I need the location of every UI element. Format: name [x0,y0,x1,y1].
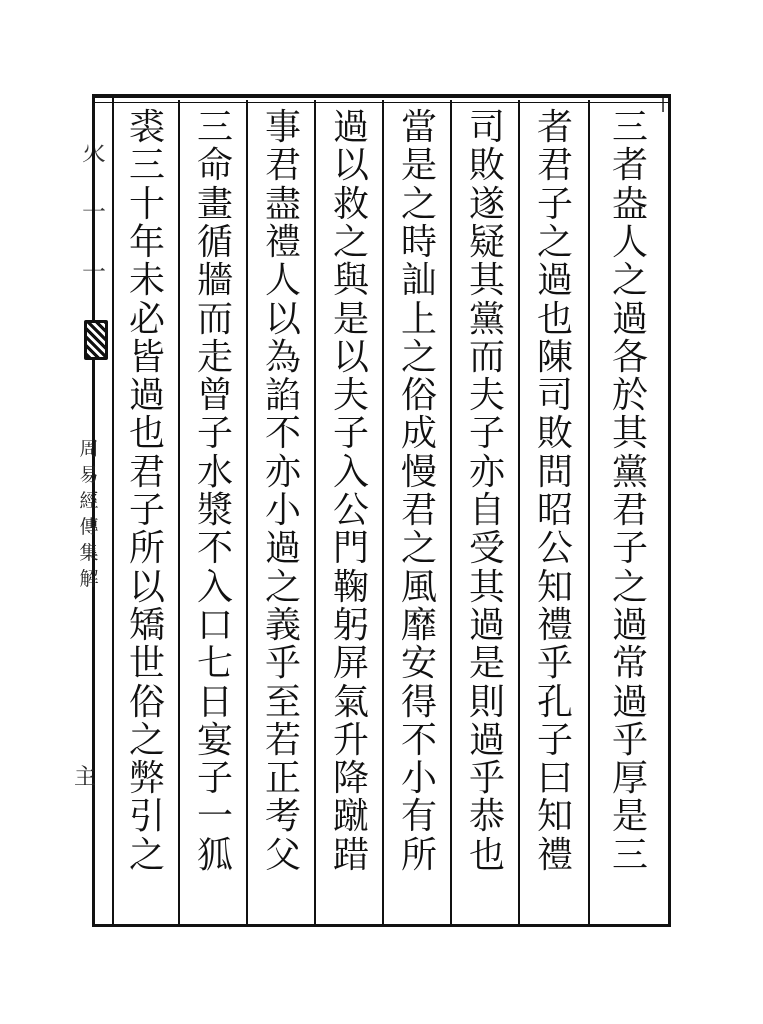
text-char: 之 [536,221,573,263]
text-char: 黨 [611,451,648,493]
text-char: 走 [196,336,233,378]
corner-mark-icon: | [660,92,667,113]
text-column-5 [322,107,380,920]
text-char: 也 [128,413,165,455]
column-rule [314,100,316,927]
text-char: 昭 [536,490,573,531]
margin-title-char: 易 [79,464,99,486]
margin-title-char: 周 [79,438,99,460]
text-column-3 [458,107,516,920]
right-outer-rule [668,94,671,927]
text-char: 之 [332,221,369,263]
text-char: 曰 [536,758,573,800]
text-char: 子 [128,490,165,531]
text-char: 與 [332,260,369,302]
text-char: 之 [400,336,437,378]
text-char: 鞠 [332,566,369,608]
text-char: 之 [400,183,437,225]
text-char: 以 [332,145,369,187]
text-char: 疑 [468,221,505,263]
text-char: 不 [264,413,301,455]
text-char: 以 [264,298,301,340]
text-char: 子 [196,413,233,455]
text-column-4 [390,107,448,920]
text-char: 過 [536,260,573,302]
text-char: 入 [332,451,369,493]
text-char: 曾 [196,375,233,417]
text-char: 其 [468,566,505,608]
text-char: 救 [332,183,369,225]
text-char: 得 [400,681,437,723]
text-char: 人 [611,221,648,263]
text-char: 君 [128,451,165,493]
text-char: 黨 [468,298,505,340]
text-char: 循 [196,221,233,263]
margin-title-char: 經 [79,490,99,512]
text-char: 是 [468,643,505,685]
text-char: 升 [332,719,369,761]
text-char: 成 [400,413,437,455]
text-char: 年 [128,221,165,263]
text-char: 子 [468,413,505,455]
text-char: 世 [128,643,165,685]
text-char: 小 [264,490,301,531]
text-char: 狐 [196,834,233,876]
text-column-7 [186,107,244,920]
column-rule [246,100,248,927]
text-char: 禮 [536,834,573,876]
text-char: 則 [468,681,505,723]
text-char: 君 [400,490,437,531]
text-char: 恭 [468,796,505,838]
text-char: 父 [264,834,301,876]
text-char: 漿 [196,490,233,531]
text-char: 其 [468,260,505,302]
text-char: 者 [536,107,573,148]
text-char: 夫 [468,375,505,417]
text-char: 敗 [536,413,573,455]
text-char: 過 [468,719,505,761]
text-char: 所 [400,834,437,876]
text-char: 之 [400,528,437,570]
text-char: 蹴 [332,796,369,838]
text-char: 俗 [400,375,437,417]
text-char: 考 [264,796,301,838]
text-char: 引 [128,796,165,838]
text-char: 正 [264,758,301,800]
text-char: 司 [536,375,573,417]
text-char: 之 [128,834,165,876]
column-rule [450,100,452,927]
text-char: 畫 [196,183,233,225]
text-char: 孔 [536,681,573,723]
text-char: 弊 [128,758,165,800]
text-char: 乎 [468,758,505,800]
text-char: 三 [611,107,648,148]
text-char: 水 [196,451,233,493]
text-char: 過 [611,298,648,340]
text-char: 知 [536,566,573,608]
text-char: 不 [196,528,233,570]
text-char: 自 [468,490,505,531]
text-char: 口 [196,604,233,646]
text-char: 三 [196,107,233,148]
text-char: 宴 [196,719,233,761]
text-column-8 [118,107,176,920]
text-char: 之 [128,719,165,761]
column-rule [382,100,384,927]
text-char: 門 [332,528,369,570]
text-char: 者 [611,145,648,187]
text-char: 厚 [611,758,648,800]
text-char: 盡 [264,183,301,225]
text-char: 十 [128,183,165,225]
text-char: 靡 [400,604,437,646]
text-char: 君 [264,145,301,187]
text-char: 小 [400,758,437,800]
text-char: 問 [536,451,573,493]
text-char: 以 [128,566,165,608]
text-char: 入 [196,566,233,608]
text-char: 過 [611,604,648,646]
text-char: 君 [536,145,573,187]
text-char: 子 [332,413,369,455]
text-char: 過 [128,375,165,417]
text-char: 亦 [468,451,505,493]
text-char: 是 [400,145,437,187]
text-char: 也 [536,298,573,340]
text-char: 子 [536,719,573,761]
margin-title-char: 傳 [79,516,99,538]
text-char: 常 [611,643,648,685]
text-char: 是 [611,796,648,838]
text-char: 安 [400,643,437,685]
text-char: 禮 [536,604,573,646]
text-char: 而 [468,336,505,378]
text-column-2 [526,107,584,920]
text-char: 風 [400,566,437,608]
text-char: 慢 [400,451,437,493]
text-char: 陳 [536,336,573,378]
page-number: 主 [73,765,96,790]
text-char: 以 [332,336,369,378]
text-column-6 [254,107,312,920]
text-char: 子 [611,528,648,570]
text-char: 屏 [332,643,369,685]
text-char: 矯 [128,604,165,646]
text-char: 盎 [611,183,648,225]
text-char: 為 [264,336,301,378]
text-char: 一 [196,796,233,838]
text-char: 訕 [400,260,437,302]
text-char: 遂 [468,183,505,225]
text-char: 過 [332,107,369,148]
text-char: 乎 [264,643,301,685]
text-char: 降 [332,758,369,800]
text-char: 時 [400,221,437,263]
text-char: 公 [332,490,369,531]
text-char: 所 [128,528,165,570]
column-rule [518,100,520,927]
margin-title-char: 解 [79,568,99,590]
text-char: 受 [468,528,505,570]
text-char: 日 [196,681,233,723]
text-char: 若 [264,719,301,761]
text-char: 而 [196,298,233,340]
text-char: 也 [468,834,505,876]
top-border-rule [92,94,670,98]
text-char: 其 [611,413,648,455]
text-char: 乎 [536,643,573,685]
text-char: 子 [196,758,233,800]
text-char: 司 [468,107,505,148]
text-char: 於 [611,375,648,417]
column-rule [178,100,180,927]
text-char: 亦 [264,451,301,493]
text-char: 踖 [332,834,369,876]
text-char: 有 [400,796,437,838]
text-char: 七 [196,643,233,685]
text-char: 牆 [196,260,233,302]
text-char: 俗 [128,681,165,723]
text-char: 之 [611,566,648,608]
text-char: 過 [264,528,301,570]
text-char: 人 [264,260,301,302]
text-char: 裘 [128,107,165,148]
text-char: 事 [264,107,301,148]
fish-tail-ornament-icon [84,320,108,360]
text-char: 躬 [332,604,369,646]
margin-fish-tail-ornament: 火 一 一 [82,138,106,286]
text-char: 上 [400,298,437,340]
text-char: 禮 [264,221,301,263]
text-char: 各 [611,336,648,378]
text-char: 三 [128,145,165,187]
text-char: 乎 [611,719,648,761]
text-char: 子 [536,183,573,225]
text-char: 未 [128,260,165,302]
text-char: 義 [264,604,301,646]
text-char: 君 [611,490,648,531]
text-char: 不 [400,719,437,761]
text-char: 三 [611,834,648,876]
text-column-1 [600,107,660,920]
text-char: 過 [611,681,648,723]
text-char: 敗 [468,145,505,187]
text-char: 公 [536,528,573,570]
margin-title-char: 集 [79,542,99,564]
text-char: 當 [400,107,437,148]
text-char: 之 [264,566,301,608]
text-char: 知 [536,796,573,838]
text-char: 夫 [332,375,369,417]
column-rule [588,100,590,927]
text-char: 是 [332,298,369,340]
margin-rule [112,94,114,927]
text-char: 至 [264,681,301,723]
text-char: 皆 [128,336,165,378]
text-char: 命 [196,145,233,187]
text-char: 之 [611,260,648,302]
text-char: 必 [128,298,165,340]
text-char: 諂 [264,375,301,417]
text-char: 氣 [332,681,369,723]
text-char: 過 [468,604,505,646]
